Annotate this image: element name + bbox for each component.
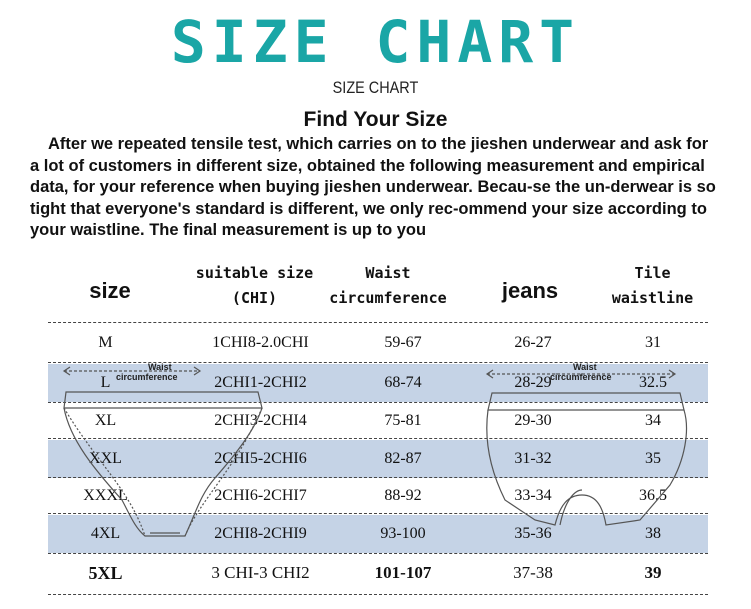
boxer-label-line2: circumference — [550, 372, 612, 382]
brief-label-line1: Waist — [147, 362, 172, 372]
cell-tile: 35 — [645, 450, 661, 467]
cell-tile: 32.5 — [639, 374, 667, 391]
intro-paragraph — [30, 134, 720, 242]
cell-waist: 75-81 — [384, 412, 422, 429]
header-tile-line1: Tile — [634, 264, 671, 282]
cell-tile: 39 — [644, 563, 662, 582]
brief-label-line2: circumference — [116, 372, 178, 382]
section-heading: Find Your Size — [303, 108, 448, 131]
header-waist — [318, 262, 458, 309]
cell-waist: 59-67 — [384, 334, 422, 351]
boxer-waist-label — [550, 362, 612, 382]
header-waist-line2: circumference — [329, 289, 447, 307]
cell-size: L — [100, 374, 111, 391]
boxer-label-line1: Waist — [572, 362, 597, 372]
cell-size: M — [98, 334, 113, 351]
cell-waist: 101-107 — [374, 563, 432, 582]
table-row — [48, 477, 708, 515]
cell-tile: 36.5 — [639, 487, 667, 504]
cell-size: XXL — [89, 450, 122, 467]
cell-waist: 68-74 — [384, 374, 422, 391]
table-row — [48, 440, 708, 478]
cell-jeans: 37-38 — [513, 563, 553, 582]
table-row — [48, 324, 708, 362]
intro-text: After we repeated tensile test, which carries on to the jieshen underwear and ask for a lot of customers in different size, obtained the following measurement and empirical data, for your reference when buying jieshen underwear. Becau-se the un-derwear is so tight that everyone's standard is different, we only rec-ommend your size according to your waistline. The final measurement is up to you — [30, 135, 716, 239]
page-subtitle: SIZE CHART — [332, 78, 419, 97]
header-tile-line2: waistline — [611, 289, 694, 307]
table-row — [48, 554, 708, 592]
cell-jeans: 33-34 — [514, 487, 552, 504]
cell-size: 4XL — [90, 525, 121, 542]
cell-waist: 93-100 — [380, 525, 426, 542]
header-suitable-line1: suitable size — [195, 264, 314, 282]
brief-waist-label — [116, 362, 178, 382]
cell-tile: 38 — [645, 525, 661, 542]
cell-jeans: 29-30 — [514, 412, 552, 429]
header-size: size — [89, 278, 131, 303]
row-divider — [48, 322, 708, 323]
cell-suitable: 2CHI3-2CHI4 — [214, 412, 307, 429]
row-divider — [48, 438, 708, 439]
header-suitable-size — [182, 262, 327, 309]
header-tile-waistline — [600, 262, 705, 309]
cell-suitable: 2CHI6-2CHI7 — [214, 487, 307, 504]
header-jeans: jeans — [501, 278, 559, 303]
row-divider — [48, 513, 708, 514]
cell-tile: 34 — [645, 412, 661, 429]
cell-size: XL — [94, 412, 117, 429]
cell-suitable: 2CHI5-2CHI6 — [214, 450, 307, 467]
cell-size: 5XL — [88, 563, 123, 583]
header-waist-line1: Waist — [365, 264, 411, 282]
cell-jeans: 26-27 — [514, 334, 552, 351]
page-title: SIZE CHART — [170, 8, 581, 76]
cell-jeans: 31-32 — [514, 450, 552, 467]
cell-waist: 82-87 — [384, 450, 422, 467]
cell-tile: 31 — [645, 334, 661, 351]
cell-jeans: 35-36 — [514, 525, 552, 542]
cell-jeans: 28-29 — [514, 374, 552, 391]
table-row — [48, 402, 708, 440]
cell-suitable: 2CHI8-2CHI9 — [214, 525, 307, 542]
row-divider — [48, 594, 708, 595]
cell-suitable: 3 CHI-3 CHI2 — [211, 563, 310, 582]
cell-size: XXXL — [83, 487, 128, 504]
header-suitable-line2: (CHI) — [231, 289, 278, 307]
table-row — [48, 515, 708, 553]
cell-waist: 88-92 — [384, 487, 422, 504]
cell-suitable: 1CHI8-2.0CHI — [212, 334, 309, 351]
cell-suitable: 2CHI1-2CHI2 — [214, 374, 307, 391]
